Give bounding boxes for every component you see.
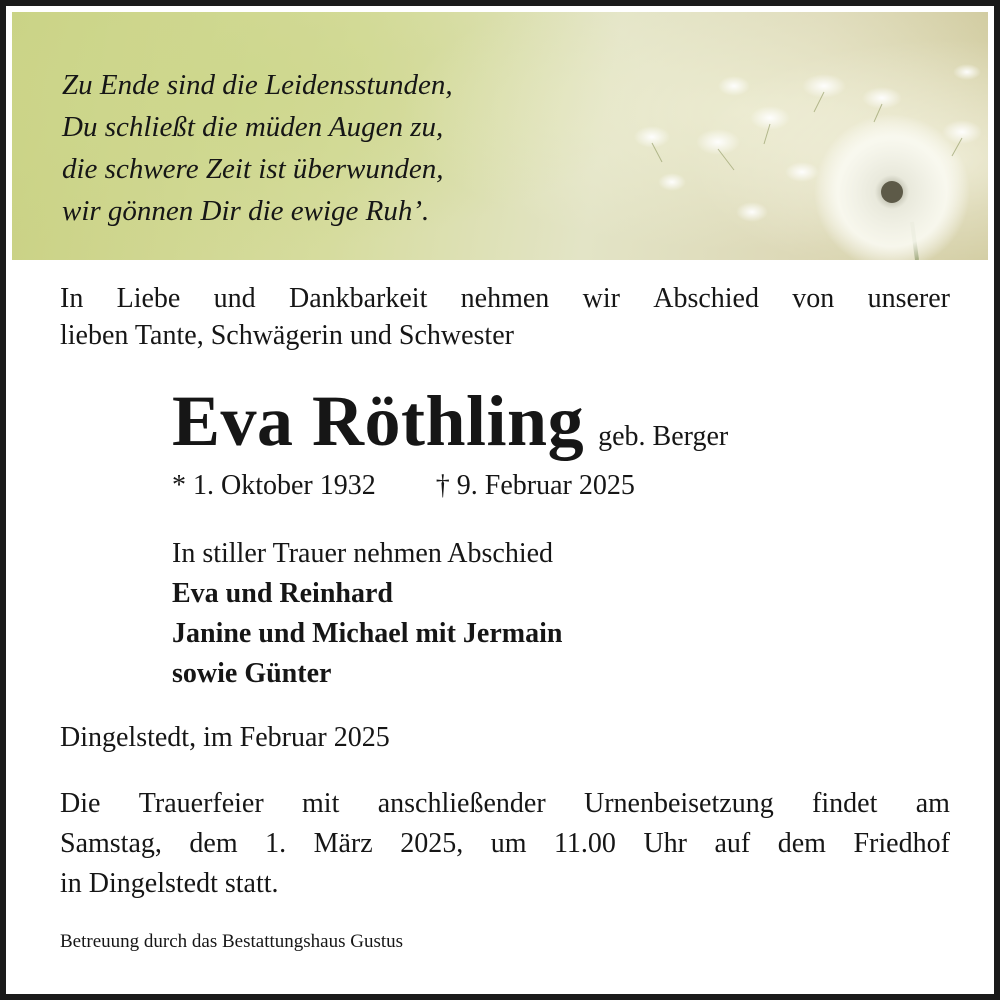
mourners xyxy=(172,534,562,694)
word: Uhr xyxy=(643,828,687,859)
intro-line-1 xyxy=(60,280,950,317)
word: Die xyxy=(60,788,101,819)
word: Trauerfeier xyxy=(138,788,264,819)
word: In xyxy=(60,283,84,314)
intro-line-2: lieben Tante, Schwägerin und Schwester xyxy=(60,320,514,351)
word: Dankbarkeit xyxy=(288,283,428,314)
word: von xyxy=(792,283,835,314)
word: um xyxy=(490,828,527,859)
word: Urnenbeisetzung xyxy=(583,788,774,819)
word: Liebe xyxy=(116,283,181,314)
place-date: Dingelstedt, im Februar 2025 xyxy=(60,722,390,753)
word: und xyxy=(213,283,256,314)
birth-date: * 1. Oktober 1932 xyxy=(172,470,376,501)
verse-line: wir gönnen Dir die ewige Ruh’. xyxy=(62,195,430,227)
word: wir xyxy=(582,283,620,314)
ceremony-line-3: in Dingelstedt statt. xyxy=(60,868,279,899)
word: nehmen xyxy=(460,283,550,314)
word: anschließender xyxy=(377,788,546,819)
word: dem xyxy=(189,828,238,859)
verse xyxy=(62,64,453,232)
life-dates xyxy=(172,470,635,502)
word: am xyxy=(915,788,950,819)
word: dem xyxy=(777,828,826,859)
ceremony-line-2 xyxy=(60,824,950,864)
intro-text xyxy=(60,280,950,354)
word: 11.00 xyxy=(553,828,616,859)
word: 2025, xyxy=(400,828,464,859)
mourners-intro: In stiller Trauer nehmen Abschied xyxy=(172,538,554,569)
verse-line: die schwere Zeit ist überwunden, xyxy=(62,153,444,185)
mourner-name: Eva und Reinhard xyxy=(172,578,393,609)
word: Friedhof xyxy=(853,828,950,859)
maiden-name: geb. Berger xyxy=(598,421,729,452)
mourner-name: Janine und Michael mit Jermain xyxy=(172,618,563,649)
word: März xyxy=(313,828,373,859)
verse-line: Du schließt die müden Augen zu, xyxy=(62,111,444,143)
word: Abschied xyxy=(653,283,759,314)
word: 1. xyxy=(265,828,287,859)
ceremony-line-1 xyxy=(60,784,950,824)
death-date: † 9. Februar 2025 xyxy=(435,470,635,501)
word: findet xyxy=(812,788,878,819)
deceased-name-row xyxy=(172,380,728,463)
word: unserer xyxy=(867,283,950,314)
word: mit xyxy=(302,788,340,819)
word: auf xyxy=(714,828,751,859)
ceremony-info xyxy=(60,784,950,904)
verse-line: Zu Ende sind die Leidensstunden, xyxy=(62,69,453,101)
mourner-name: sowie Günter xyxy=(172,658,332,689)
deceased-name: Eva Röthling xyxy=(172,381,585,461)
undertaker-note: Betreuung durch das Bestattungshaus Gustus xyxy=(60,931,404,952)
word: Samstag, xyxy=(60,828,162,859)
dandelion-banner xyxy=(12,12,988,260)
